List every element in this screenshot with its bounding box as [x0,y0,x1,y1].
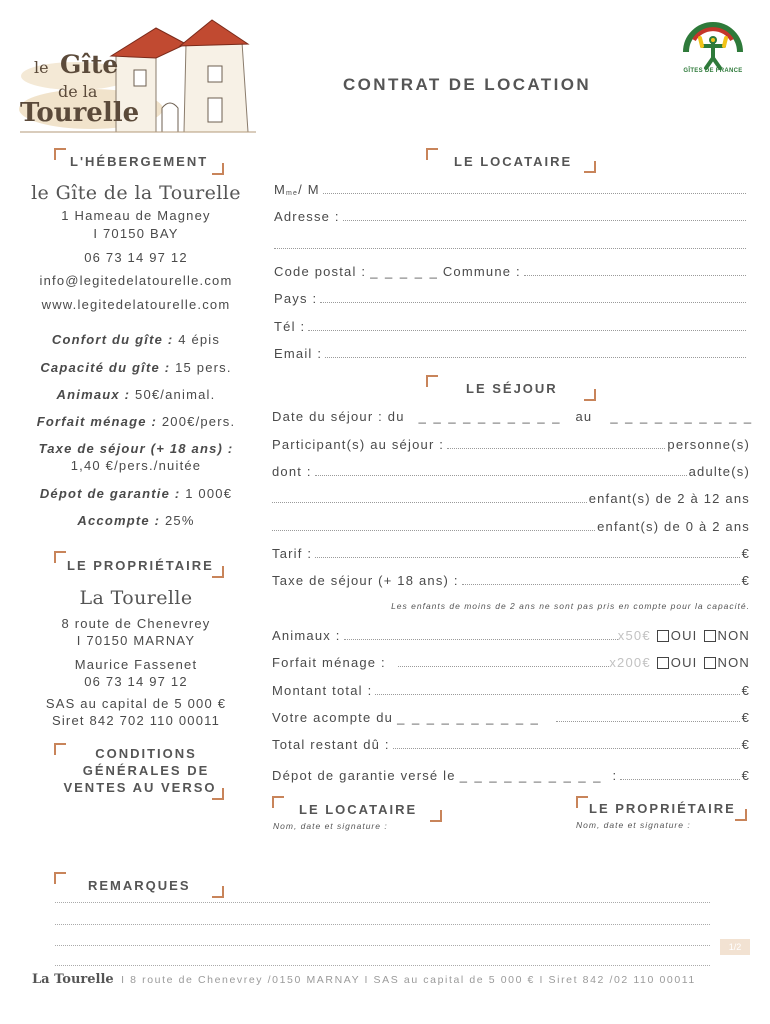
hebergement-address2: I 70150 BAY [93,226,179,241]
signature-locataire-area[interactable] [272,832,472,872]
sejour-children-2-12-field[interactable] [272,490,750,506]
info-taxe-label [20,441,252,456]
animaux-oui-checkbox[interactable] [657,630,669,642]
badge-text: GÎTES DE FRANCE [683,68,743,74]
date-label: Date du séjour : du [272,409,405,424]
acompte-currency: € [741,710,750,725]
corner-mark [212,163,224,175]
animaux-non-label: NON [717,628,750,643]
logo-word: Gîte [60,50,119,79]
commune-label: Commune : [442,264,521,279]
sejour-tarif-field[interactable] [272,545,750,561]
conditions-line1: CONDITIONS [95,746,197,761]
corner-mark [584,389,596,401]
sejour-menage-field[interactable] [272,654,750,670]
locataire-title: LE LOCATAIRE [454,154,573,169]
hebergement-address1: 1 Hameau de Magney [61,208,211,223]
remarques-line[interactable] [55,902,710,903]
corner-mark [54,872,66,884]
adults-unit: adulte(s) [688,464,750,479]
sejour-adults-field[interactable] [272,463,750,479]
address-label: Adresse : [274,209,340,224]
proprietaire-siret: Siret 842 702 110 00011 [51,713,221,728]
depot-currency: € [741,768,750,783]
participants-unit: personne(s) [667,437,750,452]
locataire-country-field[interactable] [274,290,748,306]
hebergement-website[interactable]: www.legitedelatourelle.com [41,297,231,312]
locataire-address-field[interactable] [274,208,748,224]
logo-line3: Tourelle [20,98,140,128]
acompte-value: 25% [164,513,195,528]
corner-mark [426,148,438,160]
info-depot [20,486,252,501]
depot-date-blank[interactable]: _ _ _ _ _ _ _ _ _ _ [459,768,603,783]
hebergement-title: L'HÉBERGEMENT [70,154,209,169]
gites-de-france-icon [680,18,746,84]
proprietaire-person: Maurice Fassenet [74,657,198,672]
logo [16,14,261,139]
capacite-label: Capacité du gîte : [40,360,171,375]
taxe-label: Taxe de séjour (+ 18 ans) : [272,573,459,588]
remarques-line[interactable] [55,965,710,966]
sejour-children-0-2-field[interactable] [272,518,750,534]
info-acompte [20,513,252,528]
acompte-label: Votre acompte du [272,710,394,725]
email-label: Email : [274,346,323,361]
restant-label: Total restant dû : [272,737,390,752]
logo-line2: de la [58,82,98,101]
proprietaire-name: La Tourelle [79,587,193,609]
capacite-value: 15 pers. [175,360,232,375]
animaux-value: 50€/animal. [135,387,216,402]
footer [32,970,696,988]
sejour-restant-field[interactable] [272,736,750,752]
gites-de-france-badge [680,18,746,84]
conditions-line3: VENTES AU VERSO [63,780,217,795]
menage-price: x200€ [609,655,651,670]
animaux-label: Animaux : [272,628,341,643]
postal-blank: _ _ _ _ _ [370,264,439,279]
proprietaire-address2: I 70150 MARNAY [76,633,196,648]
info-confort [20,332,252,347]
depot-colon: : [612,768,618,783]
depot-label: Dépot de garantie : [39,486,181,501]
name-sup: me [286,190,299,197]
remarques-line[interactable] [55,945,710,946]
animaux-non-checkbox[interactable] [704,630,716,642]
signature-locataire-hint: Nom, date et signature : [273,821,388,831]
capacity-note: Les enfants de moins de 2 ans ne sont pas pris en compte pour la capacité. [391,601,750,611]
postal-label: Code postal : [274,264,367,279]
menage-non-label: NON [717,655,750,670]
taxe-currency: € [741,573,750,588]
date-to-blank[interactable]: _ _ _ _ _ _ _ _ _ _ [610,409,754,424]
sejour-acompte-field[interactable] [272,709,750,725]
corner-mark [430,810,442,822]
info-menage [20,414,252,429]
info-taxe-value: 1,40 €/pers./nuitée [70,458,202,473]
tarif-label: Tarif : [272,546,313,561]
corner-mark [212,886,224,898]
total-currency: € [741,683,750,698]
signature-proprietaire-title: LE PROPRIÉTAIRE [589,801,736,816]
hebergement-email[interactable]: info@legitedelatourelle.com [39,273,233,288]
confort-value: 4 épis [178,332,221,347]
conditions-line2: GÉNÉRALES DE [82,763,210,778]
logo-prefix: le [34,58,49,77]
proprietaire-phone: 06 73 14 97 12 [84,674,188,689]
menage-value: 200€/pers. [161,414,236,429]
phone-label: Tél : [274,319,306,334]
children1-unit: enfant(s) de 2 à 12 ans [588,491,750,506]
acompte-date-blank[interactable]: _ _ _ _ _ _ _ _ _ _ [397,710,540,725]
corner-mark [54,148,66,160]
depot-label: Dépot de garantie versé le [272,768,456,783]
au-label: au [575,409,593,424]
sejour-total-field[interactable] [272,682,750,698]
depot-value: 1 000€ [185,486,233,501]
dont-label: dont : [272,464,312,479]
participants-label: Participant(s) au séjour : [272,437,445,452]
footer-brand: La Tourelle [32,972,114,987]
taxe-label: Taxe de séjour (+ 18 ans) : [38,441,234,456]
sejour-taxe-field[interactable] [272,572,750,588]
proprietaire-address1: 8 route de Chenevrey [61,616,211,631]
hebergement-phone: 06 73 14 97 12 [84,250,188,265]
animaux-oui-label: OUI [670,628,698,643]
remarques-line[interactable] [55,924,710,925]
animaux-price: x50€ [617,628,651,643]
locataire-name-field[interactable] [274,181,748,197]
total-label: Montant total : [272,683,373,698]
info-animaux [20,387,252,402]
page-number-badge: 1/2 [720,939,750,955]
confort-label: Confort du gîte : [51,332,174,347]
animaux-label: Animaux : [56,387,131,402]
footer-text: I 8 route de Chenevrey /0150 MARNAY I SAS au capital de 5 000 € I Siret 842 /02 110 00011 [121,974,696,986]
corner-mark [576,796,588,808]
locataire-postal-field[interactable] [274,263,748,279]
remarques-title: REMARQUES [88,878,191,893]
proprietaire-title: LE PROPRIÉTAIRE [67,558,214,573]
country-label: Pays : [274,291,318,306]
corner-mark [212,566,224,578]
hebergement-name: le Gîte de la Tourelle [31,182,241,204]
sejour-depot-field[interactable] [272,767,750,783]
restant-currency: € [741,737,750,752]
sejour-participants-field[interactable] [272,436,750,452]
corner-mark [584,161,596,173]
name-label: M [274,182,287,197]
locataire-email-field[interactable] [274,345,748,361]
date-from-blank[interactable]: _ _ _ _ _ _ _ _ _ _ [418,409,562,424]
name-suffix: / M [298,182,320,197]
menage-non-checkbox[interactable] [704,657,716,669]
signature-locataire-title: LE LOCATAIRE [299,802,418,817]
menage-oui-checkbox[interactable] [657,657,669,669]
signature-proprietaire-hint: Nom, date et signature : [576,820,691,830]
children2-unit: enfant(s) de 0 à 2 ans [597,519,750,534]
sejour-dates-field[interactable] [272,408,754,424]
menage-oui-label: OUI [670,655,698,670]
document-title: CONTRAT DE LOCATION [343,75,592,94]
menage-label: Forfait ménage : [272,655,386,670]
acompte-label: Accompte : [77,513,161,528]
corner-mark [212,788,224,800]
locataire-phone-field[interactable] [274,318,748,334]
signature-proprietaire-area[interactable] [576,832,746,872]
tarif-currency: € [741,546,750,561]
corner-mark [272,796,284,808]
info-capacite [20,360,252,375]
menage-label: Forfait ménage : [36,414,158,429]
proprietaire-capital: SAS au capital de 5 000 € [45,696,227,711]
corner-mark [735,809,747,821]
sejour-animaux-field[interactable] [272,627,750,643]
sejour-title: LE SÉJOUR [466,381,558,396]
locataire-address-line2[interactable] [274,236,748,252]
corner-mark [426,375,438,387]
corner-mark [54,551,66,563]
